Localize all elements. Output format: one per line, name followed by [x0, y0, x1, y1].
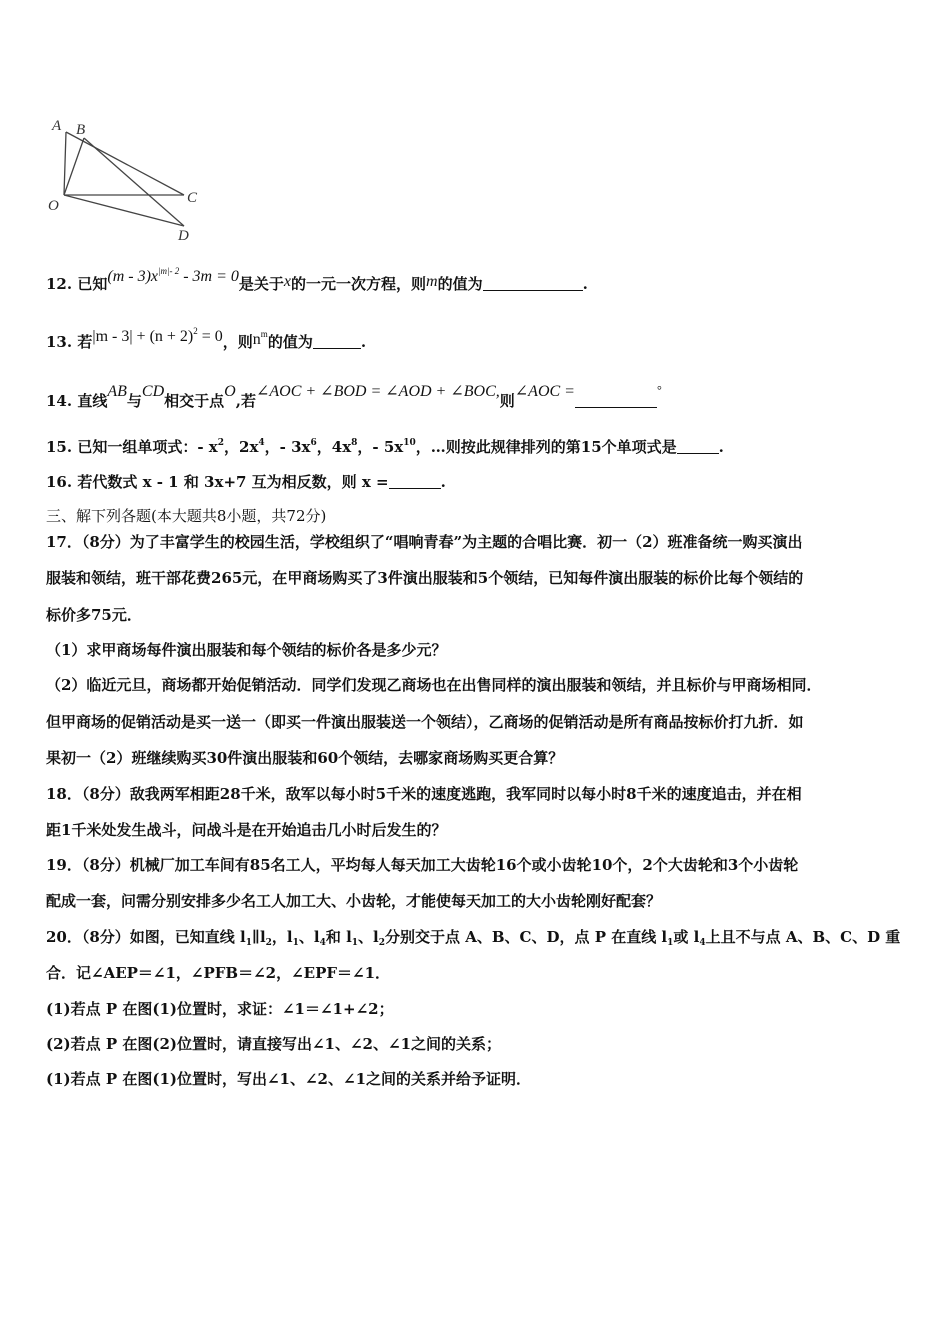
answer-blank-16[interactable]: [389, 474, 441, 489]
question-17-part-1: （1）求甲商场每件演出服装和每个领结的标价各是多少元？: [46, 641, 447, 659]
section-3-heading: 三、解下列各题(本大题共8小题，共72分): [46, 507, 327, 525]
segment-AC: [66, 132, 184, 195]
question-20-line-1: 20．（8分）如图，已知直线 $l_1\parallel l_2$，$l_1$、$l_4$和 $l_1$、$l_2$分别交于点 A、B、C、D，点 P 在直线 $l_1$或 $l_4$上且不与点 A、B、C、D 重: [46, 928, 901, 948]
answer-blank-14[interactable]: [575, 393, 657, 408]
label-C: C: [187, 190, 198, 206]
question-13: 13. 若$|m - 3| + (n + 2)^2 = 0$，则$n^m$的值为 .: [46, 326, 367, 351]
question-12: 12. 已知$(m - 3)x^{|m|- 2} - 3m = 0$是关于x的一元一次方程，则m的值为 .: [46, 266, 588, 293]
segment-OB: [64, 138, 84, 195]
question-15: 15. 已知一组单项式：- $x^2$，$2x^4$，- $3x^6$，$4x^8$，- $5x^{10}$，…则按此规律排列的第15个单项式是 .: [46, 438, 724, 456]
question-18-line-2: 距1千米处发生战斗，问战斗是在开始追击几小时后发生的？: [46, 821, 447, 839]
question-17-line-3: 标价多75元．: [46, 606, 142, 624]
question-20-part-3: (1)若点 P 在图(1)位置时，写出∠1、∠2、∠1之间的关系并给予证明．: [46, 1070, 532, 1088]
question-17-part-2-line-2: 但甲商场的促销活动是买一送一（即买一件演出服装送一个领结），乙商场的促销活动是所有商品按标价打九折．如: [46, 713, 804, 731]
question-16: 16. 若代数式 x - 1 和 3x+7 互为相反数，则 x = .: [46, 473, 446, 491]
answer-blank-12[interactable]: [483, 276, 583, 291]
question-17-part-2-line-3: 果初一（2）班继续购买30件演出服装和60个领结，去哪家商场购买更合算？: [46, 749, 564, 767]
answer-blank-13[interactable]: [313, 334, 361, 349]
question-20-part-2: (2)若点 P 在图(2)位置时，请直接写出∠1、∠2、∠1之间的关系；: [46, 1035, 502, 1053]
question-19-line-1: 19．（8分）机械厂加工车间有85名工人，平均每人每天加工大齿轮16个或小齿轮10个，2个大齿轮和3个小齿轮: [46, 856, 799, 874]
question-18-line-1: 18．（8分）敌我两军相距28千米，敌军以每小时5千米的速度逃跑，我军同时以每小时8千米的速度追击，并在相: [46, 785, 802, 803]
question-14: 14. 直线AB与CD相交于点O,若∠AOC + ∠BOD = ∠AOD + ∠BOC,则∠AOC = °: [46, 383, 662, 410]
question-20-line-2: 合．记∠AEP＝∠1，∠PFB＝∠2，∠EPF＝∠1．: [46, 964, 391, 982]
question-17-line-1: 17．（8分）为了丰富学生的校园生活，学校组织了“唱响青春”为主题的合唱比赛．初一（2）班准备统一购买演出: [46, 533, 803, 551]
question-17-part-2-line-1: （2）临近元旦，商场都开始促销活动．同学们发现乙商场也在出售同样的演出服装和领结，并且标价与甲商场相同．: [46, 676, 822, 694]
geometry-figure: [44, 112, 214, 251]
question-17-line-2: 服装和领结，班干部花费265元，在甲商场购买了3件演出服装和5个领结，已知每件演出服装的标价比每个领结的: [46, 569, 804, 587]
answer-blank-15[interactable]: [677, 439, 719, 454]
label-B: B: [76, 122, 86, 138]
angle-diagram: [44, 112, 214, 247]
segment-OA: [64, 132, 66, 195]
label-A: A: [52, 118, 62, 134]
label-O: O: [48, 198, 59, 214]
label-D: D: [178, 228, 189, 244]
question-20-part-1: (1)若点 P 在图(1)位置时，求证：∠1＝∠1+∠2；: [46, 1000, 394, 1018]
question-19-line-2: 配成一套，问需分别安排多少名工人加工大、小齿轮，才能使每天加工的大小齿轮刚好配套？: [46, 892, 662, 910]
